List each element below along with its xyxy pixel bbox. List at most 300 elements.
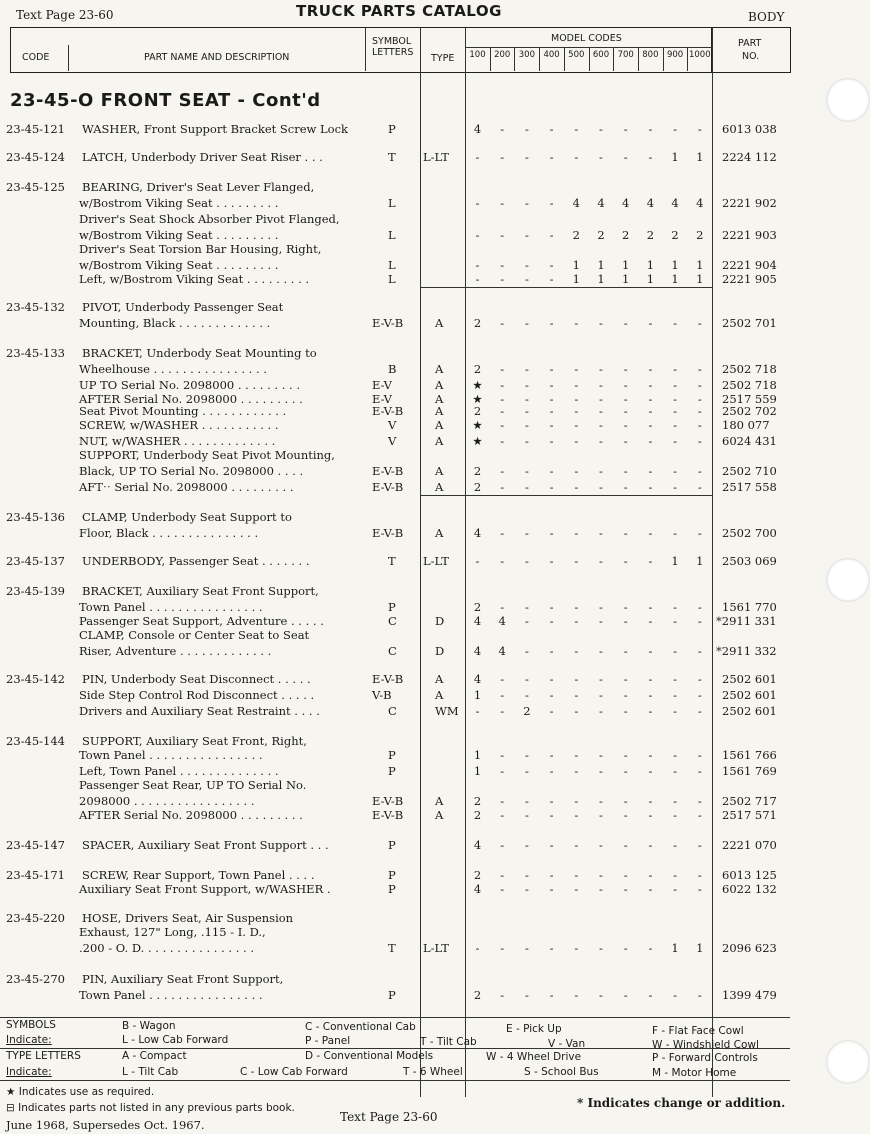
- model-code-cell: -: [475, 704, 480, 718]
- model-code-cell: -: [524, 868, 529, 882]
- type-legend: M - Motor Home: [652, 1067, 737, 1079]
- part-no-header-2: NO.: [742, 51, 760, 62]
- model-code-cell: -: [500, 988, 505, 1002]
- model-code-cell: -: [524, 404, 529, 418]
- symbol-letters: E-V-B: [372, 464, 404, 478]
- model-code-cell: -: [697, 794, 702, 808]
- model-code-cell: -: [697, 672, 702, 686]
- model-code-cell: -: [648, 748, 653, 762]
- symbol-letters: P: [388, 748, 396, 762]
- model-code-header: 900: [666, 50, 684, 60]
- model-code-cell: 1: [696, 941, 704, 955]
- model-code-cell: 4: [646, 196, 655, 210]
- symbol-letters: E-V-B: [372, 808, 404, 822]
- type-letters: A: [435, 434, 444, 448]
- model-code-header: 300: [518, 50, 535, 60]
- model-code-cell: -: [648, 868, 653, 882]
- indicate-label: Indicate:: [6, 1034, 52, 1046]
- model-code-cell: -: [500, 704, 505, 718]
- model-code-cell: -: [500, 526, 505, 540]
- model-code-cell: 4: [473, 882, 482, 896]
- model-code-cell: -: [648, 122, 653, 136]
- binder-hole: [826, 558, 870, 602]
- model-codes-header: MODEL CODES: [551, 33, 622, 44]
- model-code-cell: -: [549, 988, 554, 1002]
- model-code-cell: -: [697, 526, 702, 540]
- model-code-cell: -: [673, 316, 678, 330]
- model-code-cell: -: [500, 464, 505, 478]
- model-code-cell: -: [697, 464, 702, 478]
- model-code-cell: -: [549, 150, 554, 164]
- model-code-cell: -: [524, 614, 529, 628]
- part-description: UP TO Serial No. 2098000 . . . . . . . . .: [79, 378, 300, 392]
- note-not-listed: ⊟ Indicates parts not listed in any previous parts book.: [6, 1102, 295, 1114]
- part-number: 6024 431: [722, 434, 777, 448]
- model-code-cell: -: [697, 418, 702, 432]
- model-code-cell: -: [500, 480, 505, 494]
- model-code-cell: -: [599, 122, 603, 136]
- model-code-cell: -: [648, 404, 653, 418]
- model-code-cell: -: [549, 480, 554, 494]
- symbol-letters: P: [388, 838, 396, 852]
- symbol-legend: C - Conventional Cab: [305, 1021, 416, 1033]
- model-code-cell: -: [524, 434, 529, 448]
- model-code-cell: -: [549, 272, 554, 286]
- part-number: 2502 700: [722, 526, 777, 540]
- part-description: SUPPORT, Auxiliary Seat Front, Right,: [82, 734, 307, 748]
- part-description: Passenger Seat Rear, UP TO Serial No.: [79, 778, 307, 792]
- model-code-cell: 2: [473, 988, 482, 1002]
- model-code-cell: -: [524, 764, 529, 778]
- type-letters: A: [435, 418, 444, 432]
- model-code-cell: -: [574, 378, 579, 392]
- model-code-cell: -: [623, 526, 628, 540]
- part-description: HOSE, Drivers Seat, Air Suspension: [82, 911, 294, 925]
- model-code-cell: -: [599, 362, 603, 376]
- type-letters: D: [435, 644, 445, 658]
- part-description: w/Bostrom Viking Seat . . . . . . . . .: [79, 196, 279, 210]
- model-code-cell: -: [697, 600, 702, 614]
- model-code-cell: -: [648, 378, 653, 392]
- model-code-cell: -: [673, 794, 678, 808]
- model-code-cell: -: [524, 464, 529, 478]
- date-note: June 1968, Supersedes Oct. 1967.: [6, 1118, 205, 1132]
- model-code-cell: -: [623, 838, 628, 852]
- model-code-cell: -: [524, 258, 529, 272]
- model-code-cell: 1: [696, 554, 704, 568]
- part-description: SCREW, w/WASHER . . . . . . . . . . .: [79, 418, 279, 432]
- model-code-cell: -: [648, 644, 653, 658]
- model-code-cell: -: [673, 434, 678, 448]
- part-number: 6022 132: [722, 882, 777, 896]
- symbol-legend: B - Wagon: [122, 1020, 176, 1032]
- symbol-letters: P: [388, 764, 396, 778]
- part-number: 1399 479: [722, 988, 777, 1002]
- model-code-cell: 2: [646, 228, 655, 242]
- model-code-cell: -: [599, 526, 603, 540]
- model-code-cell: -: [574, 704, 579, 718]
- model-code-cell: 2: [572, 228, 580, 242]
- model-code-header: 600: [592, 50, 610, 60]
- part-description: Floor, Black . . . . . . . . . . . . . . .: [79, 526, 259, 540]
- part-code: 23-45-136: [6, 510, 65, 524]
- part-number: 2517 571: [722, 808, 777, 822]
- indicate-label: Indicate:: [6, 1066, 52, 1078]
- model-code-cell: -: [673, 868, 678, 882]
- model-code-cell: -: [599, 404, 603, 418]
- model-code-cell: -: [524, 272, 529, 286]
- part-number: 1561 770: [722, 600, 777, 614]
- model-code-cell: 1: [671, 150, 679, 164]
- model-code-cell: -: [574, 464, 579, 478]
- model-code-cell: -: [549, 672, 554, 686]
- model-code-cell: -: [648, 554, 653, 568]
- model-code-cell: -: [500, 794, 505, 808]
- model-code-cell: -: [673, 764, 678, 778]
- model-code-cell: -: [673, 404, 678, 418]
- model-code-cell: -: [648, 672, 653, 686]
- model-code-cell: ★: [472, 392, 483, 406]
- model-code-cell: 1: [696, 272, 704, 286]
- model-code-cell: -: [549, 794, 554, 808]
- symbol-letters: P: [388, 988, 396, 1002]
- part-number: 2221 902: [722, 196, 777, 210]
- type-legend: C - Low Cab Forward: [240, 1066, 348, 1078]
- symbol-header-1: SYMBOL: [372, 36, 412, 47]
- model-code-cell: -: [549, 196, 554, 210]
- part-code: 23-45-171: [6, 868, 65, 882]
- model-code-cell: -: [574, 480, 579, 494]
- model-code-cell: -: [524, 838, 529, 852]
- model-code-cell: -: [524, 672, 529, 686]
- model-code-cell: -: [500, 941, 505, 955]
- model-code-cell: -: [648, 838, 653, 852]
- symbol-letters: C: [388, 704, 397, 718]
- model-code-cell: -: [500, 404, 505, 418]
- model-code-cell: -: [500, 316, 505, 330]
- model-code-cell: -: [623, 882, 628, 896]
- model-code-cell: -: [673, 614, 678, 628]
- type-letters: L-LT: [423, 554, 449, 568]
- model-code-cell: 2: [473, 794, 482, 808]
- part-code: 23-45-139: [6, 584, 65, 598]
- model-code-header: 1000: [688, 50, 711, 60]
- part-description: AFTˑˑ Serial No. 2098000 . . . . . . . . .: [79, 480, 294, 494]
- model-code-cell: 2: [473, 868, 482, 882]
- symbol-letters: P: [388, 600, 396, 614]
- model-code-cell: -: [623, 644, 628, 658]
- model-code-cell: -: [623, 434, 628, 448]
- model-code-cell: -: [623, 554, 628, 568]
- model-code-cell: -: [623, 150, 628, 164]
- symbols-label: SYMBOLS: [6, 1019, 56, 1031]
- model-code-cell: -: [697, 122, 702, 136]
- model-code-header: 500: [568, 50, 585, 60]
- part-description: AFTER Serial No. 2098000 . . . . . . . . .: [79, 392, 303, 406]
- model-code-cell: -: [524, 316, 529, 330]
- model-code-cell: -: [500, 764, 505, 778]
- model-code-cell: -: [574, 614, 579, 628]
- part-number: 6013 125: [722, 868, 777, 882]
- model-code-cell: 1: [597, 258, 605, 272]
- model-code-cell: -: [574, 392, 579, 406]
- model-code-cell: -: [673, 988, 678, 1002]
- symbol-letters: T: [388, 941, 396, 955]
- symbol-legend: F - Flat Face Cowl: [652, 1025, 744, 1037]
- model-code-cell: -: [549, 554, 554, 568]
- part-number: 2502 718: [722, 378, 777, 392]
- symbol-letters: L: [388, 272, 396, 286]
- model-code-cell: -: [574, 362, 579, 376]
- model-code-cell: -: [648, 392, 653, 406]
- model-code-cell: -: [524, 600, 529, 614]
- model-code-cell: -: [648, 808, 653, 822]
- model-code-cell: 4: [473, 644, 482, 658]
- model-code-cell: 1: [622, 258, 630, 272]
- model-code-cell: 2: [473, 362, 482, 376]
- model-code-cell: -: [524, 941, 529, 955]
- model-code-cell: -: [648, 988, 653, 1002]
- part-description: Drivers and Auxiliary Seat Restraint . . . .: [79, 704, 320, 718]
- model-code-cell: -: [524, 882, 529, 896]
- model-code-cell: -: [697, 614, 702, 628]
- model-code-cell: -: [475, 196, 480, 210]
- model-code-cell: -: [648, 941, 653, 955]
- model-code-cell: -: [599, 794, 603, 808]
- part-description: Seat Pivot Mounting . . . . . . . . . . . .: [79, 404, 287, 418]
- model-code-cell: -: [648, 362, 653, 376]
- model-code-cell: -: [500, 378, 505, 392]
- model-code-cell: -: [673, 644, 678, 658]
- part-description: NUT, w/WASHER . . . . . . . . . . . . .: [79, 434, 276, 448]
- part-number: 2502 701: [722, 316, 777, 330]
- type-letters: A: [435, 392, 444, 406]
- symbol-letters: E-V-B: [372, 480, 404, 494]
- part-number: 6013 038: [722, 122, 777, 136]
- symbol-letters: C: [388, 644, 397, 658]
- part-number: 2502 601: [722, 672, 777, 686]
- model-code-cell: -: [574, 644, 579, 658]
- part-description: Left, w/Bostrom Viking Seat . . . . . . . . .: [79, 272, 310, 286]
- symbol-letters: T: [388, 554, 396, 568]
- model-code-cell: -: [574, 526, 579, 540]
- model-code-header: 800: [642, 50, 659, 60]
- model-code-cell: -: [673, 418, 678, 432]
- symbol-letters: L: [388, 258, 396, 272]
- model-code-cell: -: [697, 988, 702, 1002]
- type-letters: WM: [435, 704, 459, 718]
- model-code-cell: -: [599, 644, 603, 658]
- model-code-cell: -: [574, 122, 579, 136]
- change-note: * Indicates change or addition.: [577, 1096, 786, 1110]
- type-letters: A: [435, 794, 444, 808]
- model-code-cell: -: [599, 808, 603, 822]
- model-code-cell: -: [697, 480, 702, 494]
- binder-hole: [826, 1040, 870, 1084]
- binder-hole: [826, 78, 870, 122]
- model-code-cell: -: [623, 748, 628, 762]
- symbol-letters: E-V-B: [372, 316, 404, 330]
- model-code-cell: -: [549, 688, 554, 702]
- symbol-header-2: LETTERS: [372, 47, 414, 58]
- symbol-letters: E-V: [372, 378, 392, 392]
- part-code: 23-45-144: [6, 734, 65, 748]
- model-code-cell: -: [500, 418, 505, 432]
- type-legend: P - Forward Controls: [652, 1052, 758, 1064]
- model-code-cell: -: [524, 554, 529, 568]
- model-code-cell: -: [673, 122, 678, 136]
- model-code-cell: ★: [472, 434, 483, 448]
- part-description: w/Bostrom Viking Seat . . . . . . . . .: [79, 228, 279, 242]
- model-code-cell: -: [500, 362, 505, 376]
- model-code-cell: ★: [472, 378, 483, 392]
- model-code-cell: -: [549, 122, 554, 136]
- model-code-cell: -: [549, 316, 554, 330]
- part-number: 1561 766: [722, 748, 777, 762]
- model-code-cell: -: [524, 122, 529, 136]
- model-code-cell: -: [648, 600, 653, 614]
- model-code-cell: -: [549, 748, 554, 762]
- model-code-cell: -: [697, 808, 702, 822]
- model-code-cell: 2: [473, 808, 482, 822]
- model-code-cell: 1: [473, 764, 482, 778]
- model-code-cell: -: [599, 316, 603, 330]
- model-code-cell: -: [549, 378, 554, 392]
- divider: [420, 495, 712, 496]
- part-description: w/Bostrom Viking Seat . . . . . . . . .: [79, 258, 279, 272]
- model-code-cell: -: [549, 704, 554, 718]
- part-number: 2221 905: [722, 272, 777, 286]
- model-code-cell: -: [549, 526, 554, 540]
- model-code-cell: -: [673, 688, 678, 702]
- model-code-cell: -: [599, 418, 603, 432]
- model-code-cell: -: [524, 362, 529, 376]
- model-code-cell: -: [623, 418, 628, 432]
- model-code-cell: -: [524, 794, 529, 808]
- model-code-cell: -: [623, 378, 628, 392]
- model-code-cell: -: [549, 258, 554, 272]
- type-letters: D: [435, 614, 445, 628]
- model-code-cell: -: [574, 688, 579, 702]
- model-code-cell: -: [648, 434, 653, 448]
- model-code-cell: -: [475, 941, 480, 955]
- part-number: 180 077: [722, 418, 770, 432]
- model-code-cell: -: [500, 868, 505, 882]
- part-number: 2517 558: [722, 480, 777, 494]
- part-description: PIVOT, Underbody Passenger Seat: [82, 300, 284, 314]
- type-legend: D - Conventional Models: [305, 1050, 434, 1062]
- type-header: TYPE: [431, 53, 455, 64]
- model-code-cell: -: [574, 600, 579, 614]
- model-code-cell: -: [500, 122, 505, 136]
- model-code-cell: -: [524, 418, 529, 432]
- model-code-cell: -: [500, 600, 505, 614]
- model-code-cell: 1: [572, 258, 580, 272]
- model-code-cell: -: [549, 600, 554, 614]
- model-code-cell: -: [574, 150, 579, 164]
- part-description: BEARING, Driver's Seat Lever Flanged,: [82, 180, 315, 194]
- part-number: 2502 717: [722, 794, 777, 808]
- part-number: 2502 718: [722, 362, 777, 376]
- model-code-cell: -: [574, 404, 579, 418]
- model-code-cell: -: [599, 600, 603, 614]
- part-number: 2221 903: [722, 228, 777, 242]
- model-code-cell: -: [623, 704, 628, 718]
- model-code-cell: 2: [473, 464, 482, 478]
- model-code-cell: 2: [622, 228, 630, 242]
- model-code-cell: -: [648, 688, 653, 702]
- model-code-cell: 2: [696, 228, 704, 242]
- model-code-cell: 4: [597, 196, 605, 210]
- model-code-cell: -: [673, 392, 678, 406]
- model-code-cell: -: [599, 378, 603, 392]
- model-code-cell: -: [648, 316, 653, 330]
- model-code-cell: 1: [473, 688, 482, 702]
- model-code-cell: 2: [473, 480, 482, 494]
- part-description: CLAMP, Underbody Seat Support to: [82, 510, 292, 524]
- model-code-cell: 4: [498, 614, 506, 628]
- model-code-cell: 4: [473, 614, 482, 628]
- part-description: Mounting, Black . . . . . . . . . . . . .: [79, 316, 271, 330]
- model-code-cell: 1: [671, 258, 679, 272]
- part-description: PIN, Underbody Seat Disconnect . . . . .: [82, 672, 311, 686]
- part-no-header: [712, 27, 791, 73]
- type-legend: A - Compact: [122, 1050, 187, 1062]
- model-code-cell: 4: [572, 196, 580, 210]
- type-legend: S - School Bus: [524, 1066, 599, 1078]
- model-code-cell: -: [648, 614, 653, 628]
- model-code-cell: -: [574, 838, 579, 852]
- model-code-cell: -: [673, 882, 678, 896]
- model-code-cell: -: [673, 672, 678, 686]
- part-description: AFTER Serial No. 2098000 . . . . . . . . .: [79, 808, 303, 822]
- type-legend: W - 4 Wheel Drive: [486, 1051, 582, 1063]
- model-code-cell: -: [574, 941, 579, 955]
- model-code-cell: -: [574, 794, 579, 808]
- model-code-cell: -: [500, 196, 505, 210]
- model-code-cell: -: [574, 418, 579, 432]
- part-description: CLAMP, Console or Center Seat to Seat: [79, 628, 310, 642]
- model-code-cell: -: [623, 941, 628, 955]
- model-code-cell: -: [549, 228, 554, 242]
- part-code: 23-45-137: [6, 554, 65, 568]
- model-code-cell: 1: [696, 258, 704, 272]
- part-description: Town Panel . . . . . . . . . . . . . . . .: [79, 748, 263, 762]
- type-letters: A: [435, 808, 444, 822]
- model-code-cell: -: [524, 480, 529, 494]
- symbol-letters: T: [388, 150, 396, 164]
- model-code-cell: -: [574, 434, 579, 448]
- type-letters: A: [435, 464, 444, 478]
- symbol-letters: E-V-B: [372, 404, 404, 418]
- catalog-title: TRUCK PARTS CATALOG: [296, 2, 502, 20]
- model-code-cell: -: [648, 150, 653, 164]
- model-code-cell: -: [623, 614, 628, 628]
- model-code-cell: -: [574, 554, 579, 568]
- model-code-cell: 2: [671, 228, 679, 242]
- model-code-cell: -: [599, 434, 603, 448]
- part-code: 23-45-125: [6, 180, 65, 194]
- model-code-cell: 1: [696, 150, 704, 164]
- note-as-required: ★ Indicates use as required.: [6, 1086, 155, 1098]
- model-code-cell: -: [574, 316, 579, 330]
- model-code-cell: -: [475, 150, 480, 164]
- part-description: SPACER, Auxiliary Seat Front Support . . .: [82, 838, 329, 852]
- part-description: Black, UP TO Serial No. 2098000 . . . .: [79, 464, 304, 478]
- model-code-cell: -: [475, 554, 480, 568]
- model-code-cell: -: [549, 941, 554, 955]
- model-code-cell: -: [475, 272, 480, 286]
